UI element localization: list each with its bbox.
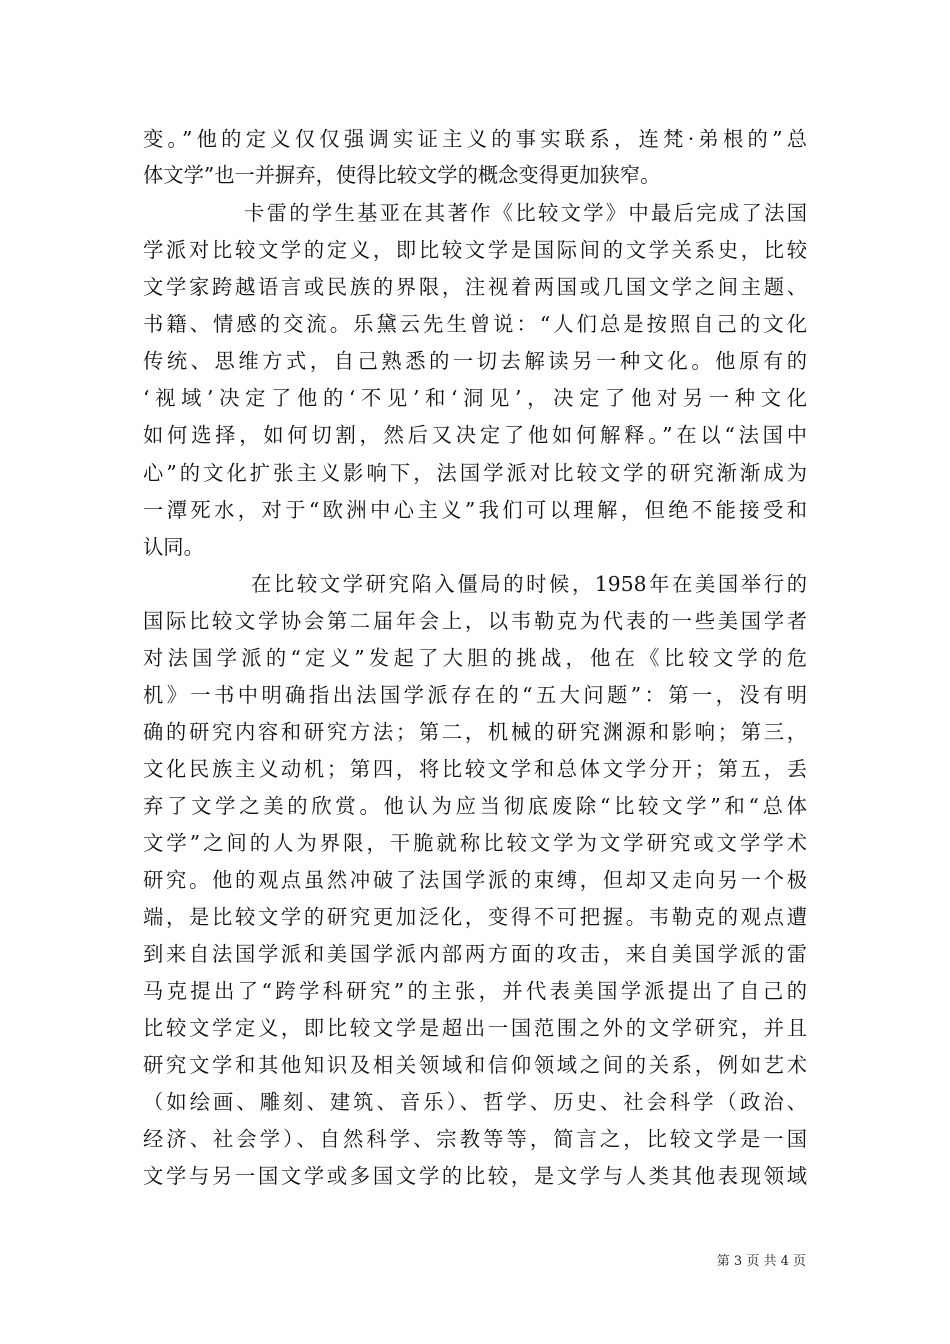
text-line: 端，是比较文学的研究更加泛化，变得不可把握。韦勒克的观点遭 — [143, 905, 807, 929]
text-line: 传统、思维方式，自己熟悉的一切去解读另一种文化。他原有的 — [143, 349, 807, 373]
text-line: 确的研究内容和研究方法；第二，机械的研究渊源和影响；第三， — [143, 720, 807, 744]
text-line: 体文学”也一并摒弃，使得比较文学的概念变得更加狭窄。 — [143, 163, 661, 187]
text-line: 卡雷的学生基亚在其著作《比较文学》中最后完成了法国 — [244, 201, 807, 225]
text-line: 研究文学和其他知识及相关领域和信仰领域之间的关系，例如艺术 — [143, 1053, 807, 1077]
text-line: 书籍、情感的交流。乐黛云先生曾说：“人们总是按照自己的文化 — [143, 312, 807, 336]
text-line: 对法国学派的“定义”发起了大胆的挑战，他在《比较文学的危 — [143, 646, 807, 670]
text-line: 国际比较文学协会第二届年会上，以韦勒克为代表的一些美国学者 — [143, 609, 807, 633]
text-line: 一潭死水，对于“欧洲中心主义”我们可以理解，但绝不能接受和 — [143, 498, 807, 522]
text-line: 如何选择，如何切割，然后又决定了他如何解释。”在以“法国中 — [143, 423, 807, 447]
text-line: 文学家跨越语言或民族的界限，注视着两国或几国文学之间主题、 — [143, 275, 807, 299]
text-line: 文化民族主义动机；第四，将比较文学和总体文学分开；第五，丢 — [143, 757, 807, 781]
text-line: 认同。 — [143, 535, 204, 559]
text-line: 比较文学定义，即比较文学是超出一国范围之外的文学研究，并且 — [143, 1016, 807, 1040]
text-line: 文学”之间的人为界限，干脆就称比较文学为文学研究或文学学术 — [143, 831, 807, 855]
page-number: 第 3 页 共 4 页 — [716, 1254, 806, 1269]
text-line: 研究。他的观点虽然冲破了法国学派的束缚，但却又走向另一个极 — [143, 868, 807, 892]
text-line: 心”的文化扩张主义影响下，法国学派对比较文学的研究渐渐成为 — [143, 461, 807, 485]
text-line: 在比较文学研究陷入僵局的时候，1958年在美国举行的 — [251, 572, 807, 596]
text-line: 变。”他的定义仅仅强调实证主义的事实联系，连梵·弟根的”总 — [143, 127, 807, 151]
text-line: 学派对比较文学的定义，即比较文学是国际间的文学关系史，比较 — [143, 238, 807, 262]
text-line: 弃了文学之美的欣赏。他认为应当彻底废除“比较文学”和“总体 — [143, 794, 807, 818]
text-line: 经济、社会学）、自然科学、宗教等等，简言之，比较文学是一国 — [143, 1127, 807, 1151]
text-line: 到来自法国学派和美国学派内部两方面的攻击，来自美国学派的雷 — [143, 942, 807, 966]
text-line: 马克提出了“跨学科研究”的主张，并代表美国学派提出了自己的 — [143, 979, 807, 1003]
text-line: 机》一书中明确指出法国学派存在的“五大问题”：第一，没有明 — [143, 683, 807, 707]
text-line: （如绘画、雕刻、建筑、音乐）、哲学、历史、社会科学（政治、 — [143, 1090, 807, 1114]
text-line: 文学与另一国文学或多国文学的比较，是文学与人类其他表现领域 — [143, 1164, 807, 1188]
text-line: ‘视域’决定了他的‘不见’和‘洞见’，决定了他对另一种文化 — [143, 386, 807, 410]
